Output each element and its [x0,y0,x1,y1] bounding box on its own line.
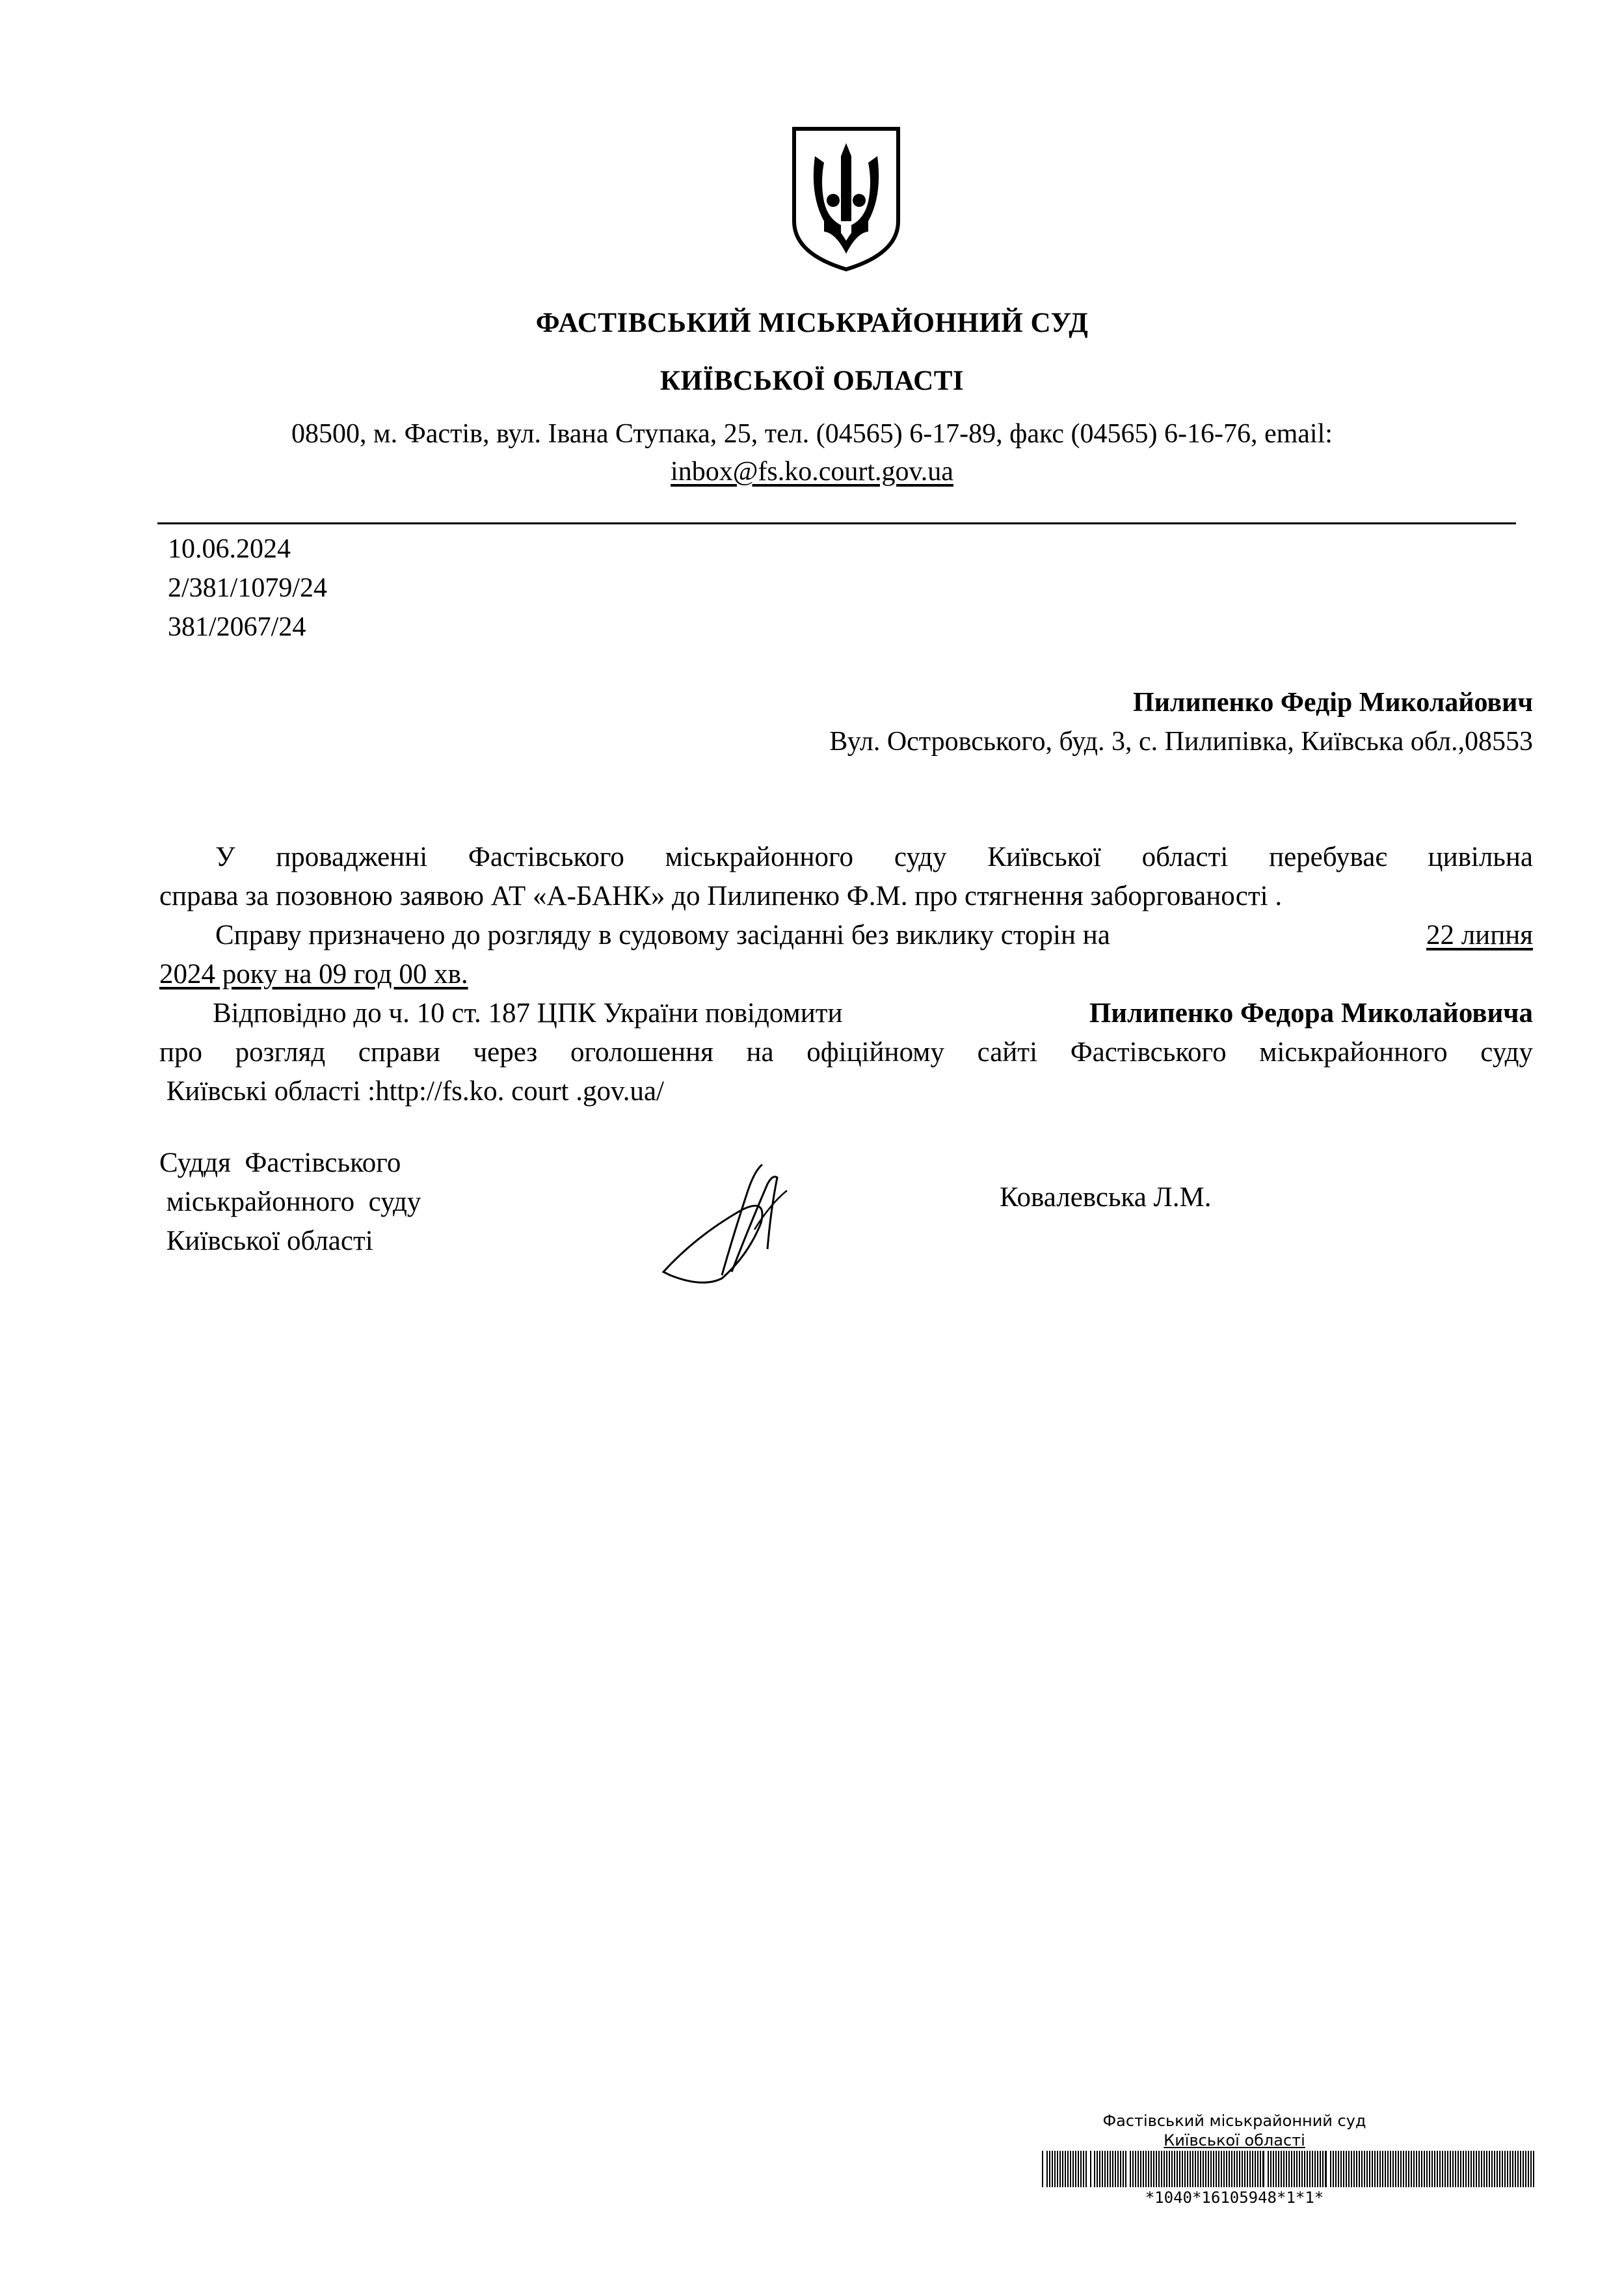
paragraph2-line1 [159,916,1533,955]
recipient-address: Вул. Островського, буд. 3, с. Пилипівка, Київська обл.,08553 [829,727,1533,757]
court-name-line1: ФАСТІВСЬКИЙ МІСЬКРАЙОННИЙ СУД [535,308,1089,338]
barcode-number: *1040*16105948*1*1* [1145,2189,1324,2207]
case-number: 381/2067/24 [168,612,306,642]
paragraph3-line3: Київські області :http://fs.ko. court .gov.ua/ [159,1076,664,1107]
judge-position [159,1144,421,1261]
paragraph1-line2: справа за позовною заявою АТ «А-БАНК» до Пилипенко Ф.М. про стягнення заборгованості . [159,881,1283,911]
paragraph2-text: Справу призначено до розгляду в судовому засіданні без виклику сторін на [215,920,1110,950]
paragraph1-line1: У провадженні Фастівського міськрайонного суду Київської області перебуває цивільна [215,842,1533,872]
barcode-caption-line2: Київської області [1164,2131,1305,2149]
paragraph3-line1 [159,994,1533,1033]
hearing-date: 22 липня [1426,920,1533,950]
outgoing-number: 2/381/1079/24 [168,573,328,603]
barcode [1042,2151,1536,2187]
header-separator [157,522,1516,524]
judge-name: Ковалевська Л.М. [1000,1182,1212,1213]
hearing-time: 2024 року на 09 год 00 хв. [159,959,468,990]
notice-body [159,838,1533,1111]
position-line3: Київської області [159,1226,373,1256]
court-name-line2: КИЇВСЬКОЇ ОБЛАСТІ [659,366,965,396]
paragraph3-line2: про розгляд справи через оголошення на офіційному сайті Фастівського міськрайонного суду [159,1037,1533,1068]
court-address: 08500, м. Фастів, вул. Івана Ступака, 25, тел. (04565) 6-17-89, факс (04565) 6-16-76, email: [291,419,1333,449]
barcode-caption-line1: Фастівський міськрайонний суд [1102,2112,1366,2130]
position-line1: Суддя Фастівського [159,1148,401,1178]
coat-of-arms-emblem [789,124,903,273]
paragraph3-text: Відповідно до ч. 10 ст. 187 ЦПК України повідомити [213,998,843,1029]
court-email-link[interactable]: inbox@fs.ko.court.gov.ua [671,457,953,487]
handwritten-signature [657,1152,800,1295]
document-date: 10.06.2024 [168,534,291,564]
defendant-name: Пилипенко Федора Миколайовича [1089,998,1533,1029]
recipient-name: Пилипенко Федір Миколайович [1133,688,1533,718]
position-line2: міськрайонного суду [159,1187,421,1217]
